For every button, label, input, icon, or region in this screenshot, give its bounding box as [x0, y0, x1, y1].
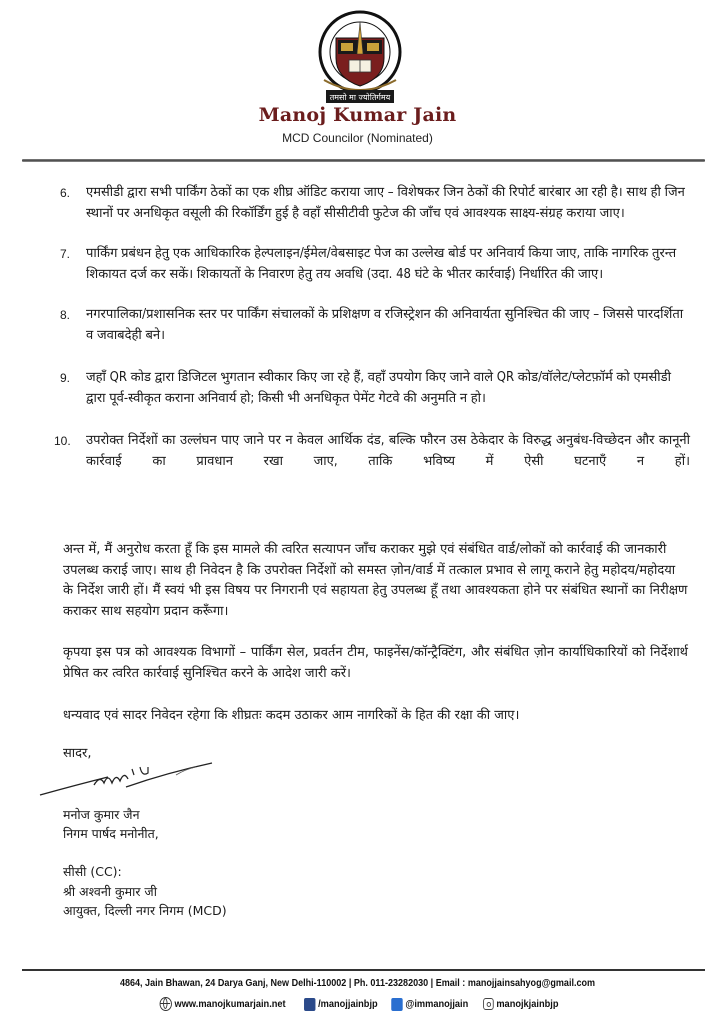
cc-block — [63, 862, 227, 921]
cc-label: सीसी (CC): — [63, 864, 122, 879]
footer-address: 4864, Jain Bhawan, 24 Darya Ganj, New Delhi-110002 | Ph. 011-23282030 | Email : manojjainsahyog@gmail.com — [119, 977, 596, 989]
item-text: उपरोक्त निर्देशों का उल्लंघन पाए जाने पर न केवल आर्थिक दंड, बल्कि फौरन उस ठेकेदार के विरुद्ध अनुबंध-विच्छेदन और कानूनी कार्रवाई का प्रावधान रखा जाए, ताकि भविष्य में ऐसी घटनाएँ न हों। — [86, 433, 690, 469]
forward-paragraph: कृपया इस पत्र को आवश्यक विभागों – पार्किंग सेल, प्रवर्तन टीम, फाइनेंस/कॉन्ट्रैक्टिंग, और संबंधित ज़ोन कार्याधिकारियों को निर्देशार्थ प्रेषित कर त्वरित कार्रवाई सुनिश्चित करने के आदेश जारी करें। — [63, 645, 688, 681]
instagram-icon — [483, 998, 494, 1010]
footer-twitter[interactable] — [392, 998, 469, 1011]
header-divider — [22, 159, 705, 162]
item-text: नगरपालिका/प्रशासनिक स्तर पर पार्किंग संचालकों के प्रशिक्षण व रजिस्ट्रेशन की अनिवार्यता सुनिश्चित की जाए – जिससे पारदर्शिता व जवाबदेही बने। — [86, 307, 684, 343]
councilor-designation: MCD Councilor (Nominated) — [282, 131, 433, 145]
list-item — [60, 244, 690, 285]
salutation: सादर, — [63, 746, 92, 761]
list-item — [54, 431, 690, 472]
instagram-text: manojkjainbjp — [496, 998, 559, 1010]
facebook-icon — [304, 998, 315, 1011]
globe-icon — [160, 997, 172, 1011]
closing-paragraph: अन्त में, मैं अनुरोध करता हूँ कि इस मामले की त्वरित सत्यापन जाँच कराकर मुझे एवं संबंधित वार्ड/लोकों को कार्रवाई की जानकारी उपलब्ध कराई जाए। साथ ही निवेदन है कि उपरोक्त निर्देशों को समस्त ज़ोन/वार्ड में तत्काल प्रभाव से लागू कराने हेतु महोदय/महोदया के निर्देश जारी हों। मैं स्वयं भी इस विषय पर निगरानी एवं सहायता हेतु उपलब्ध हूँ तथा आवश्यकता होने पर संबंधित स्थानों का निरीक्षण कराकर साथ सहयोग प्रदान करूँगा। — [63, 542, 688, 619]
logo-motto: तमसो मा ज्योतिर्गमय — [329, 93, 391, 102]
signer-title: निगम पार्षद मनोनीत, — [63, 826, 159, 841]
signer-name: मनोज कुमार जैन — [63, 807, 140, 822]
thanks-paragraph: धन्यवाद एवं सादर निवेदन रहेगा कि शीघ्रतः कदम उठाकर आम नागरिकों के हित की रक्षा की जाए। — [63, 708, 520, 723]
letterhead — [0, 0, 715, 160]
mcd-emblem-icon — [314, 8, 406, 108]
item-number: 6. — [60, 186, 71, 200]
item-text: जहाँ QR कोड द्वारा डिजिटल भुगतान स्वीकार किए जा रहे हैं, वहाँ उपयोग किए जाने वाले QR कोड/वॉलेट/प्लेटफ़ॉर्म को एमसीडी द्वारा पूर्व-स्वीकृत कराना अनिवार्य हो; किसी भी अनधिकृत पेमेंट गेटवे की अनुमति न हो। — [86, 370, 671, 406]
signer-block — [63, 805, 159, 843]
councilor-name: Manoj Kumar Jain — [258, 104, 457, 126]
list-item — [60, 305, 690, 346]
twitter-icon — [392, 998, 403, 1011]
handwritten-signature — [36, 755, 216, 805]
footer-website[interactable] — [160, 997, 286, 1011]
list-item — [60, 183, 690, 224]
footer-instagram[interactable] — [483, 998, 558, 1010]
list-item — [60, 368, 690, 409]
cc-recipient: श्री अश्वनी कुमार जी — [63, 883, 157, 899]
cc-recipient-title: आयुक्त, दिल्ली नगर निगम (MCD) — [63, 903, 227, 918]
item-text: पार्किंग प्रबंधन हेतु एक आधिकारिक हेल्पलाइन/ईमेल/वेबसाइट पेज का उल्लेख बोर्ड पर अनिवार्य किया जाए, ताकि नागरिक तुरन्त शिकायत दर्ज कर सकें। शिकायतों के निवारण हेतु तय अवधि (उदा. 48 घंटे के भीतर कार्रवाई) निर्धारित की जाए। — [86, 246, 677, 282]
item-number: 7. — [60, 247, 71, 261]
item-number: 8. — [60, 308, 71, 322]
footer-social — [0, 997, 715, 1011]
footer-divider — [22, 969, 705, 971]
footer-facebook[interactable] — [304, 998, 378, 1011]
directives-list — [54, 183, 690, 494]
twitter-text: @immanojjain — [405, 998, 469, 1010]
item-number: 10. — [54, 434, 71, 448]
facebook-text: /manojjainbjp — [317, 998, 378, 1010]
website-text: www.manojkumarjain.net — [175, 998, 287, 1010]
item-number: 9. — [60, 371, 71, 385]
item-text: एमसीडी द्वारा सभी पार्किंग ठेकों का एक शीघ्र ऑडिट कराया जाए – विशेषकर जिन ठेकों की रिपोर्ट बारंबार आ रही है। साथ ही जिन स्थानों पर अनधिकृत वसूली की रिकॉर्डिंग हुई है वहाँ सीसीटीवी फुटेज की जाँच एवं आवश्यक साक्ष्य-संग्रह कराया जाए। — [86, 185, 685, 221]
